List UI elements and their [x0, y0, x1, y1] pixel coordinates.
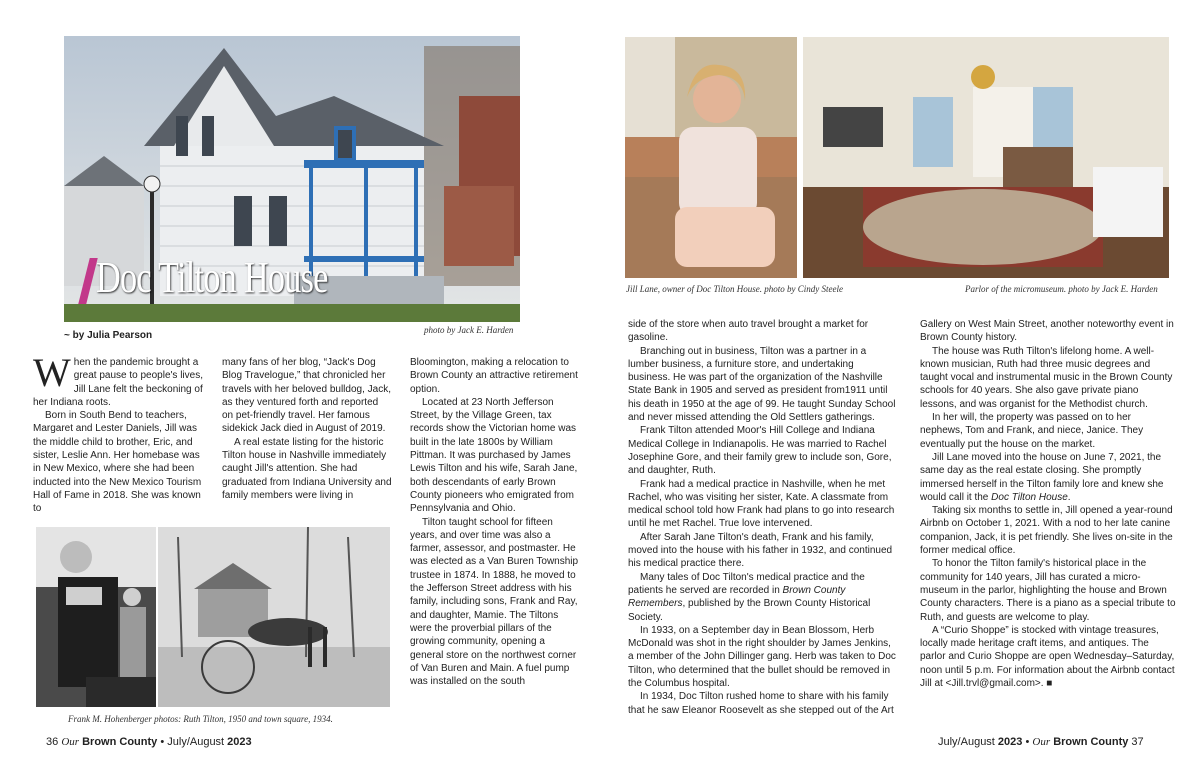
column-1: [33, 350, 203, 516]
col4-p6-text-end: , published by the Brown County Historical Society.: [628, 598, 871, 623]
col5-p5: Taking six months to settle in, Jill opened a year-round Airbnb on October 1, 2021. With a nod to her late canine companion, Jack, it is pet friendly. She lives on-site in the former medical office.: [920, 505, 1173, 557]
drop-cap: W: [33, 350, 71, 395]
col5-p2: The house was Ruth Tilton's lifelong home. A well-known musician, Ruth had three music degrees and taught vocal and instrumental music in the Brown County schools for 40 years. She also gave private piano lessons, and was organist for the Methodist church.: [920, 345, 1173, 410]
col4-p8: In 1934, Doc Tilton rushed home to share with his family that he saw Eleanor Roosevelt as she stepped out of the Art: [628, 691, 894, 716]
column-2: [222, 356, 392, 502]
column-4: [628, 318, 898, 717]
col5-p1: Gallery on West Main Street, another noteworthy event in Brown County history.: [920, 319, 1174, 344]
jill-lane-photo: [625, 37, 797, 278]
left-our-script: Our: [61, 736, 80, 748]
col5-p4: [920, 451, 1176, 504]
col4-p3: Frank Tilton attended Moor's Hill College and Indiana Medical College in Indianapolis. He was married to Rachel Josephine Gore, and their family grew to include son, Gore, and daughter, Ruth.: [628, 425, 892, 477]
parlor-photo: [803, 37, 1169, 278]
col4-p7: In 1933, on a September day in Bean Blossom, Herb McDonald was shot in the right shoulder by James Jenkins, a member of the John Dillinger gang. Herb was taken to Doc Tilton, who determined that the bullet should be removed in the Columbus hospital.: [628, 624, 896, 690]
left-page-number: 36: [46, 736, 59, 748]
byline: ~ by Julia Pearson: [64, 330, 153, 341]
col5-p4-text-end: .: [1067, 491, 1071, 503]
left-year: 2023: [227, 736, 252, 748]
col4-p4: Frank had a medical practice in Nashville, when he met Rachel, who was visiting her sister, Kate. A classmate from medical school told how Frank had plans to go into research until he met Rachel. True love intervened.: [628, 478, 895, 530]
col1-p1: hen the pandemic brought a great pause to people's lives, Jill Lane felt the beckoning of her Indiana roots.: [33, 357, 203, 408]
column-3: [410, 356, 580, 688]
right-issue: July/August: [938, 736, 998, 748]
col4-p6: [628, 571, 898, 624]
col4-p6-text: Many tales of Doc Tilton's medical practice and the patients he served are recorded in: [628, 571, 865, 596]
col4-p5: After Sarah Jane Tilton's death, Frank and his family, moved into the house with his father in 1932, and continued his medical practice there.: [628, 531, 893, 570]
col2-p1: many fans of her blog, “Jack's Dog Blog Travelogue,” that chronicled her travels with her beloved bulldog, Jack, as they ventured forth and reported on pet-friendly travel. Her famous sidekick Jack died in August of 2019.: [222, 357, 391, 435]
historic-photos-caption: Frank M. Hohenberger photos: Ruth Tilton, 1950 and town square, 1934.: [68, 714, 333, 724]
right-year: 2023: [997, 736, 1023, 748]
column-5: [920, 318, 1176, 690]
col4-p2: Branching out in business, Tilton was a partner in a lumber business, a furniture store, and undertaking business. He was part of the organization of the Nashville State Bank in 1905 and served as president from1911 until his death in 1950 at the age of 99. He taught Sunday School and never missed attending the Old Settlers gatherings.: [628, 345, 896, 424]
jill-photo-caption: Jill Lane, owner of Doc Tilton House. photo by Cindy Steele: [626, 284, 843, 294]
col5-p4-text: Jill Lane moved into the house on June 7, 2021, the same day as the real estate closing. She promptly immersed herself in the Tilton family lore and knew she would call it the: [920, 451, 1164, 503]
left-issue: • July/August: [160, 736, 228, 748]
col4-p1: side of the store when auto travel brought a market for gasoline.: [628, 319, 869, 344]
book-title: Brown County Remembers: [628, 584, 846, 610]
town-square-photo: [158, 527, 390, 707]
col3-p3: Tilton taught school for fifteen years, and over time was also a farmer, assessor, and postmaster. He was elected as a Van Buren Township trustee in 1874. In 1888, he moved to the Jefferson Street address with his family, including sons, Frank and Ray, and daughter, Mamie. The Tiltons were the proverbial pillars of the growing community, opening a general store on the northwest corner of Van Buren and Main. A fuel pump was installed on the south: [410, 516, 579, 688]
right-magazine-name: Brown County: [1053, 736, 1129, 748]
col3-p2: Located at 23 North Jefferson Street, by the Village Green, tax records show the Victorian home was built in the late 1800s by William Pittman. It was purchased by James Lewis Tilton and his wife, Sarah Jane, both descendants of early Brown County pioneers who emigrated from Pennsylvania and Ohio.: [410, 396, 578, 515]
col5-p3: In her will, the property was passed on to her nephews, Tom and Frank, and niece, Janice. They eventually put the house on the market.: [920, 412, 1144, 450]
ruth-tilton-photo: [36, 527, 156, 707]
left-page-footer: [46, 736, 252, 748]
col5-p7: A “Curio Shoppe” is stocked with vintage treasures, locally made heritage craft items, and antiques. The parlor and Curio Shoppe are open Wednesday–Saturday, noon until 5 p.m. For information about the Airbnb contact Jill at <Jill.trvl@gmail.com>. ■: [920, 624, 1175, 690]
col5-p6: To honor the Tilton family's historical place in the community for 140 years, Jill has curated a micro-museum in the parlor, highlighting the house and Brown County characters. There is a piano as a special tribute to Ruth, and guests are welcome to play.: [920, 558, 1176, 623]
right-page-footer: July/August 2023 • Our Brown County 37: [938, 736, 1144, 748]
house-name: Doc Tilton House: [991, 491, 1068, 503]
article-title: Doc Tilton House: [96, 253, 328, 302]
col1-p2: Born in South Bend to teachers, Margaret and Lester Daniels, Jill was the middle child to brother, Eric, and sister, Leslie Ann. Her homebase was in New Mexico, where she had been inducted into the New Mexico Tourism Hall of Fame in 2018. She was known to: [33, 410, 202, 515]
col2-p2: A real estate listing for the historic Tilton house in Nashville immediately caught Jill's attention. She had graduated from Indiana University and family members were living in: [222, 436, 392, 501]
parlor-photo-caption: Parlor of the micromuseum. photo by Jack E. Harden: [965, 284, 1158, 294]
right-page-number: 37: [1131, 736, 1144, 748]
left-magazine-name: Brown County: [82, 736, 158, 748]
col3-p1: Bloomington, making a relocation to Brown County an attractive retirement option.: [410, 357, 578, 395]
house-photo-caption: photo by Jack E. Harden: [424, 325, 514, 335]
right-our-script: Our: [1032, 736, 1051, 748]
